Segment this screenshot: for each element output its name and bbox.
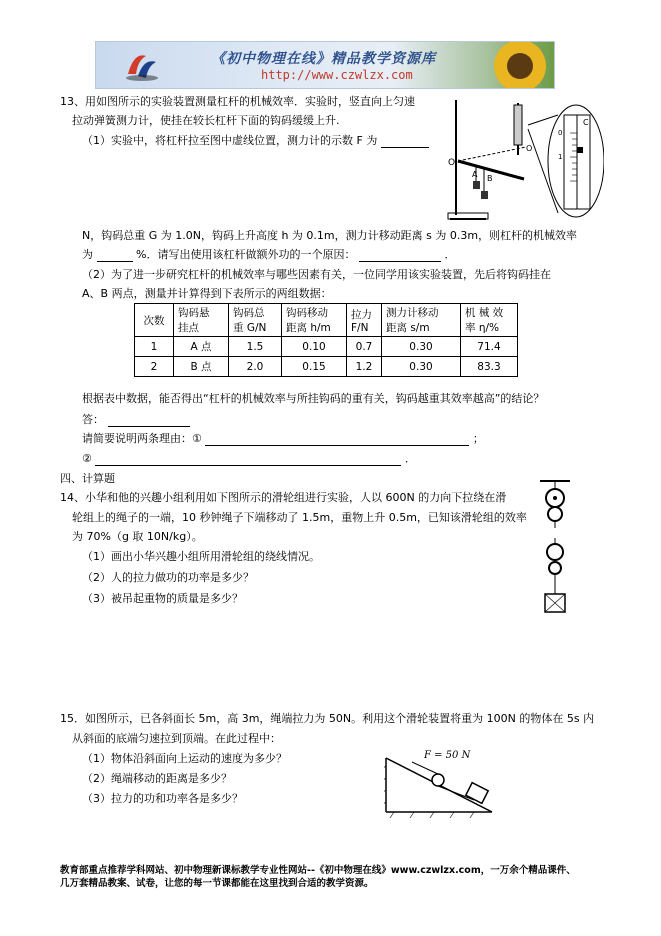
q13-line-4: N，钩码总重 G 为 1.0N，钩码上升高度 h 为 0.1m，测力计移动距离 s 为 0.3m，则杠杆的机械效率 [82, 229, 578, 242]
answer-blank-conclusion[interactable] [108, 415, 190, 427]
footer-line-2: 几万套精品教案、试卷，让您的每一节课都能在这里找到合适的教学资源。 [60, 878, 374, 889]
table-cell: B 点 [174, 357, 229, 377]
table-header-row [135, 304, 518, 337]
header-cell: 机 械 效 率 η/% [461, 304, 518, 337]
table-cell: 0.10 [282, 337, 347, 357]
label-o-pivot: O [448, 158, 456, 168]
header-cell: 测力计移动 距离 s/m [382, 304, 461, 337]
q13-line-9 [82, 413, 190, 427]
sunflower-icon [490, 41, 550, 89]
q14-line-4: （1）画出小华兴趣小组所用滑轮组的绕线情况。 [82, 550, 320, 563]
reason-1-end: ； [472, 432, 484, 445]
label-a: A [472, 170, 478, 179]
answer-blank-reason[interactable] [359, 250, 441, 262]
q13-efficiency-prompt: 为 [82, 248, 93, 261]
answer-label: 答： [82, 413, 104, 426]
table-cell: 1.5 [229, 337, 282, 357]
table-cell: 1.2 [347, 357, 382, 377]
header-cell: 钩码移动 距离 h/m [282, 304, 347, 337]
q13-part1-prompt: （1）实验中，将杠杆拉至图中虚线位置，测力计的示数 F 为 [82, 134, 378, 147]
q13-line-1: 13、用如图所示的实验装置测量杠杆的机械效率．实验时，竖直向上匀速 [60, 95, 415, 108]
q14-line-3: 为 70%（g 取 10N/kg）。 [72, 530, 203, 543]
q13-line-5 [82, 248, 455, 262]
table-row [135, 357, 518, 377]
q14-line-6: （3）被吊起重物的质量是多少？ [82, 592, 243, 605]
footer-line-1: 教育部重点推荐学科网站、初中物理新课标教学专业性网站--《初中物理在线》www.czwlzx.com，一万余个精品课件、 [60, 865, 576, 876]
table-cell: 2.0 [229, 357, 282, 377]
table-row [135, 337, 518, 357]
q13-line-7: A、B 两点，测量并计算得到下表所示的两组数据： [82, 287, 332, 300]
answer-blank-reason-1[interactable] [205, 434, 469, 446]
header-cell: 次数 [135, 304, 174, 337]
q13-line-11 [82, 452, 416, 466]
header-cell: 钩码悬 挂点 [174, 304, 229, 337]
q13-period: ． [444, 248, 456, 261]
answer-blank-reason-2[interactable] [95, 454, 401, 466]
q14-line-1: 14、小华和他的兴趣小组利用如下图所示的滑轮组进行实验，人以 600N 的力向下拉绕在滑 [60, 491, 507, 504]
q13-line-10 [82, 432, 484, 446]
table-cell: 2 [135, 357, 174, 377]
table-cell: A 点 [174, 337, 229, 357]
lever-apparatus-figure [446, 95, 604, 223]
q13-line-3 [82, 134, 429, 148]
q13-extra-work-prompt: %．请写出使用该杠杆做额外功的一个原因： [136, 248, 356, 261]
q15-line-5: （3）拉力的功和功率各是多少？ [82, 792, 243, 805]
label-o-point: O [526, 144, 533, 153]
q14-line-5: （2）人的拉力做功的功率是多少？ [82, 571, 254, 584]
answer-blank-efficiency[interactable] [97, 250, 133, 262]
header-cell: 钩码总 重 G/N [229, 304, 282, 337]
reason-2-end: ． [404, 452, 416, 465]
q13-line-6: （2）为了进一步研究杠杆的机械效率与哪些因素有关，一位同学用该实验装置，先后将钩码挂在 [82, 268, 551, 281]
reason-prompt: 请简要说明两条理由：① [82, 432, 202, 445]
incline-figure [384, 748, 494, 818]
site-logo-icon [124, 48, 160, 82]
header-cell: 拉力 F/N [347, 304, 382, 337]
table-cell: 83.3 [461, 357, 518, 377]
label-b: B [487, 174, 493, 183]
scale-label-0: 0 [558, 129, 563, 137]
table-cell: 0.15 [282, 357, 347, 377]
q13-line-2: 拉动弹簧测力计，使挂在较长杠杆下面的钩码缓缓上升. [72, 114, 340, 127]
force-label: F = 50 N [424, 750, 471, 761]
label-c: C [583, 118, 589, 127]
table-cell: 0.30 [382, 337, 461, 357]
section-heading: 四、计算题 [60, 472, 115, 485]
table-cell: 1 [135, 337, 174, 357]
q15-line-1: 15．如图所示，已各斜面长 5m，高 3m，绳端拉力为 50N。利用这个滑轮装置将重为 100N 的物体在 5s 内 [60, 712, 595, 725]
table-cell: 71.4 [461, 337, 518, 357]
q13-line-8: 根据表中数据，能否得出“杠杆的机械效率与所挂钩码的重有关，钩码越重其效率越高”的结论？ [82, 392, 545, 405]
banner-url: http://www.czwlzx.com [261, 68, 413, 82]
reason-2-label: ② [82, 452, 92, 465]
answer-blank-force[interactable] [381, 136, 429, 148]
q15-line-2: 从斜面的底端匀速拉到顶端。在此过程中： [72, 732, 281, 745]
table-cell: 0.30 [382, 357, 461, 377]
header-banner [95, 41, 555, 89]
page-footer [60, 864, 620, 890]
pulley-system-figure [540, 478, 570, 618]
q15-line-4: （2）绳端移动的距离是多少？ [82, 772, 232, 785]
q15-line-3: （1）物体沿斜面向上运动的速度为多少？ [82, 752, 287, 765]
q14-line-2: 轮组上的绳子的一端，10 秒钟绳子下端移动了 1.5m，重物上升 0.5m，已知该滑轮组的效率 [72, 511, 527, 524]
scale-label-1: 1 [558, 153, 563, 161]
table-cell: 0.7 [347, 337, 382, 357]
banner-title: 《初中物理在线》精品教学资源库 [211, 51, 436, 67]
data-table [134, 303, 518, 377]
